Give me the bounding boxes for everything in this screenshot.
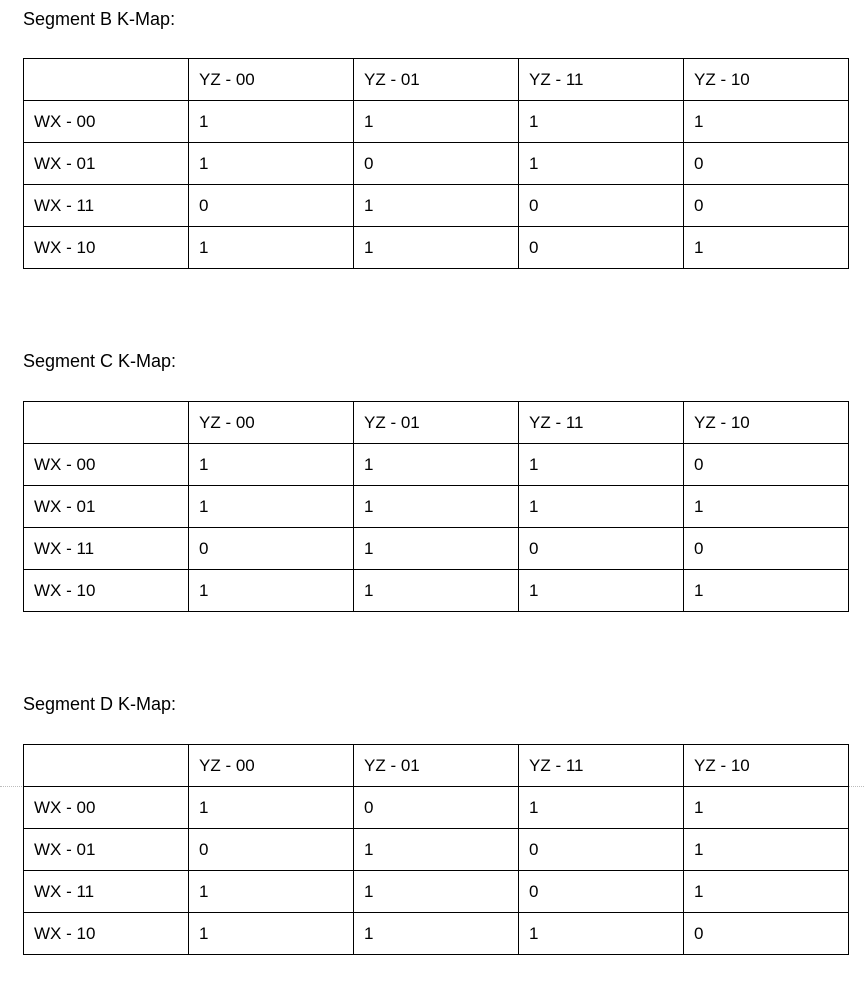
segment-c-heading: Segment C K-Map: [23, 351, 177, 371]
table-row [24, 829, 849, 871]
kmap-row-header: WX - 11 [24, 528, 189, 570]
kmap-corner-cell [24, 59, 189, 101]
table-row [24, 444, 849, 486]
kmap-cell: 1 [354, 444, 519, 486]
kmap-cell: 0 [684, 185, 849, 227]
kmap-cell: 1 [354, 486, 519, 528]
segment-d-heading: Segment D K-Map: [23, 694, 177, 714]
kmap-header-row [24, 402, 849, 444]
table-row [24, 185, 849, 227]
kmap-cell: 1 [354, 185, 519, 227]
kmap-column-header: YZ - 11 [519, 402, 684, 444]
kmap-cell: 1 [189, 101, 354, 143]
table-row [24, 570, 849, 612]
kmap-cell: 1 [354, 101, 519, 143]
kmap-cell: 1 [684, 570, 849, 612]
kmap-cell: 1 [354, 829, 519, 871]
kmap-cell: 1 [354, 528, 519, 570]
kmap-cell: 1 [519, 101, 684, 143]
kmap-cell: 1 [354, 913, 519, 955]
kmap-row-header: WX - 10 [24, 227, 189, 269]
kmap-column-header: YZ - 11 [519, 59, 684, 101]
kmap-row-header: WX - 11 [24, 185, 189, 227]
kmap-row-header: WX - 00 [24, 444, 189, 486]
kmap-cell: 1 [354, 871, 519, 913]
kmap-row-header: WX - 10 [24, 913, 189, 955]
kmap-cell: 1 [189, 913, 354, 955]
kmap-cell: 0 [684, 143, 849, 185]
kmap-column-header: YZ - 00 [189, 745, 354, 787]
kmap-cell: 1 [684, 101, 849, 143]
kmap-cell: 0 [684, 528, 849, 570]
kmap-cell: 1 [519, 570, 684, 612]
table-row [24, 787, 849, 829]
kmap-cell: 1 [684, 829, 849, 871]
kmap-column-header: YZ - 10 [684, 59, 849, 101]
kmap-row-header: WX - 00 [24, 101, 189, 143]
kmap-cell: 0 [684, 444, 849, 486]
kmap-cell: 0 [519, 528, 684, 570]
kmap-column-header: YZ - 00 [189, 402, 354, 444]
kmap-cell: 1 [354, 227, 519, 269]
kmap-cell: 1 [684, 787, 849, 829]
kmap-cell: 1 [519, 444, 684, 486]
kmap-cell: 0 [354, 143, 519, 185]
kmap-column-header: YZ - 11 [519, 745, 684, 787]
kmap-row-header: WX - 01 [24, 143, 189, 185]
table-row [24, 101, 849, 143]
kmap-column-header: YZ - 10 [684, 402, 849, 444]
kmap-column-header: YZ - 01 [354, 745, 519, 787]
kmap-row-header: WX - 11 [24, 871, 189, 913]
segment-b-kmap-table [23, 58, 849, 269]
kmap-cell: 1 [189, 570, 354, 612]
segment-b-heading: Segment B K-Map: [23, 9, 176, 29]
kmap-cell: 1 [189, 486, 354, 528]
kmap-cell: 0 [519, 871, 684, 913]
kmap-row-header: WX - 00 [24, 787, 189, 829]
kmap-cell: 1 [189, 444, 354, 486]
kmap-cell: 1 [684, 871, 849, 913]
kmap-cell: 1 [354, 570, 519, 612]
table-row [24, 528, 849, 570]
kmap-cell: 1 [684, 227, 849, 269]
table-row [24, 486, 849, 528]
kmap-header-row [24, 745, 849, 787]
segment-d-kmap-table [23, 744, 849, 955]
kmap-row-header: WX - 10 [24, 570, 189, 612]
kmap-cell: 0 [354, 787, 519, 829]
segment-c-kmap-table [23, 401, 849, 612]
kmap-cell: 0 [519, 185, 684, 227]
kmap-header-row [24, 59, 849, 101]
kmap-cell: 1 [189, 871, 354, 913]
kmap-cell: 1 [519, 913, 684, 955]
kmap-cell: 1 [189, 143, 354, 185]
table-row [24, 871, 849, 913]
kmap-cell: 0 [684, 913, 849, 955]
kmap-column-header: YZ - 00 [189, 59, 354, 101]
kmap-cell: 1 [684, 486, 849, 528]
kmap-cell: 1 [519, 787, 684, 829]
kmap-row-header: WX - 01 [24, 829, 189, 871]
kmap-cell: 1 [189, 227, 354, 269]
table-row [24, 227, 849, 269]
table-row [24, 143, 849, 185]
kmap-cell: 0 [189, 829, 354, 871]
kmap-column-header: YZ - 01 [354, 59, 519, 101]
kmap-cell: 0 [519, 227, 684, 269]
kmap-cell: 0 [189, 528, 354, 570]
kmap-cell: 1 [519, 143, 684, 185]
kmap-cell: 1 [519, 486, 684, 528]
table-row [24, 913, 849, 955]
kmap-column-header: YZ - 10 [684, 745, 849, 787]
kmap-row-header: WX - 01 [24, 486, 189, 528]
kmap-cell: 0 [189, 185, 354, 227]
kmap-cell: 1 [189, 787, 354, 829]
kmap-corner-cell [24, 402, 189, 444]
kmap-cell: 0 [519, 829, 684, 871]
kmap-column-header: YZ - 01 [354, 402, 519, 444]
kmap-corner-cell [24, 745, 189, 787]
